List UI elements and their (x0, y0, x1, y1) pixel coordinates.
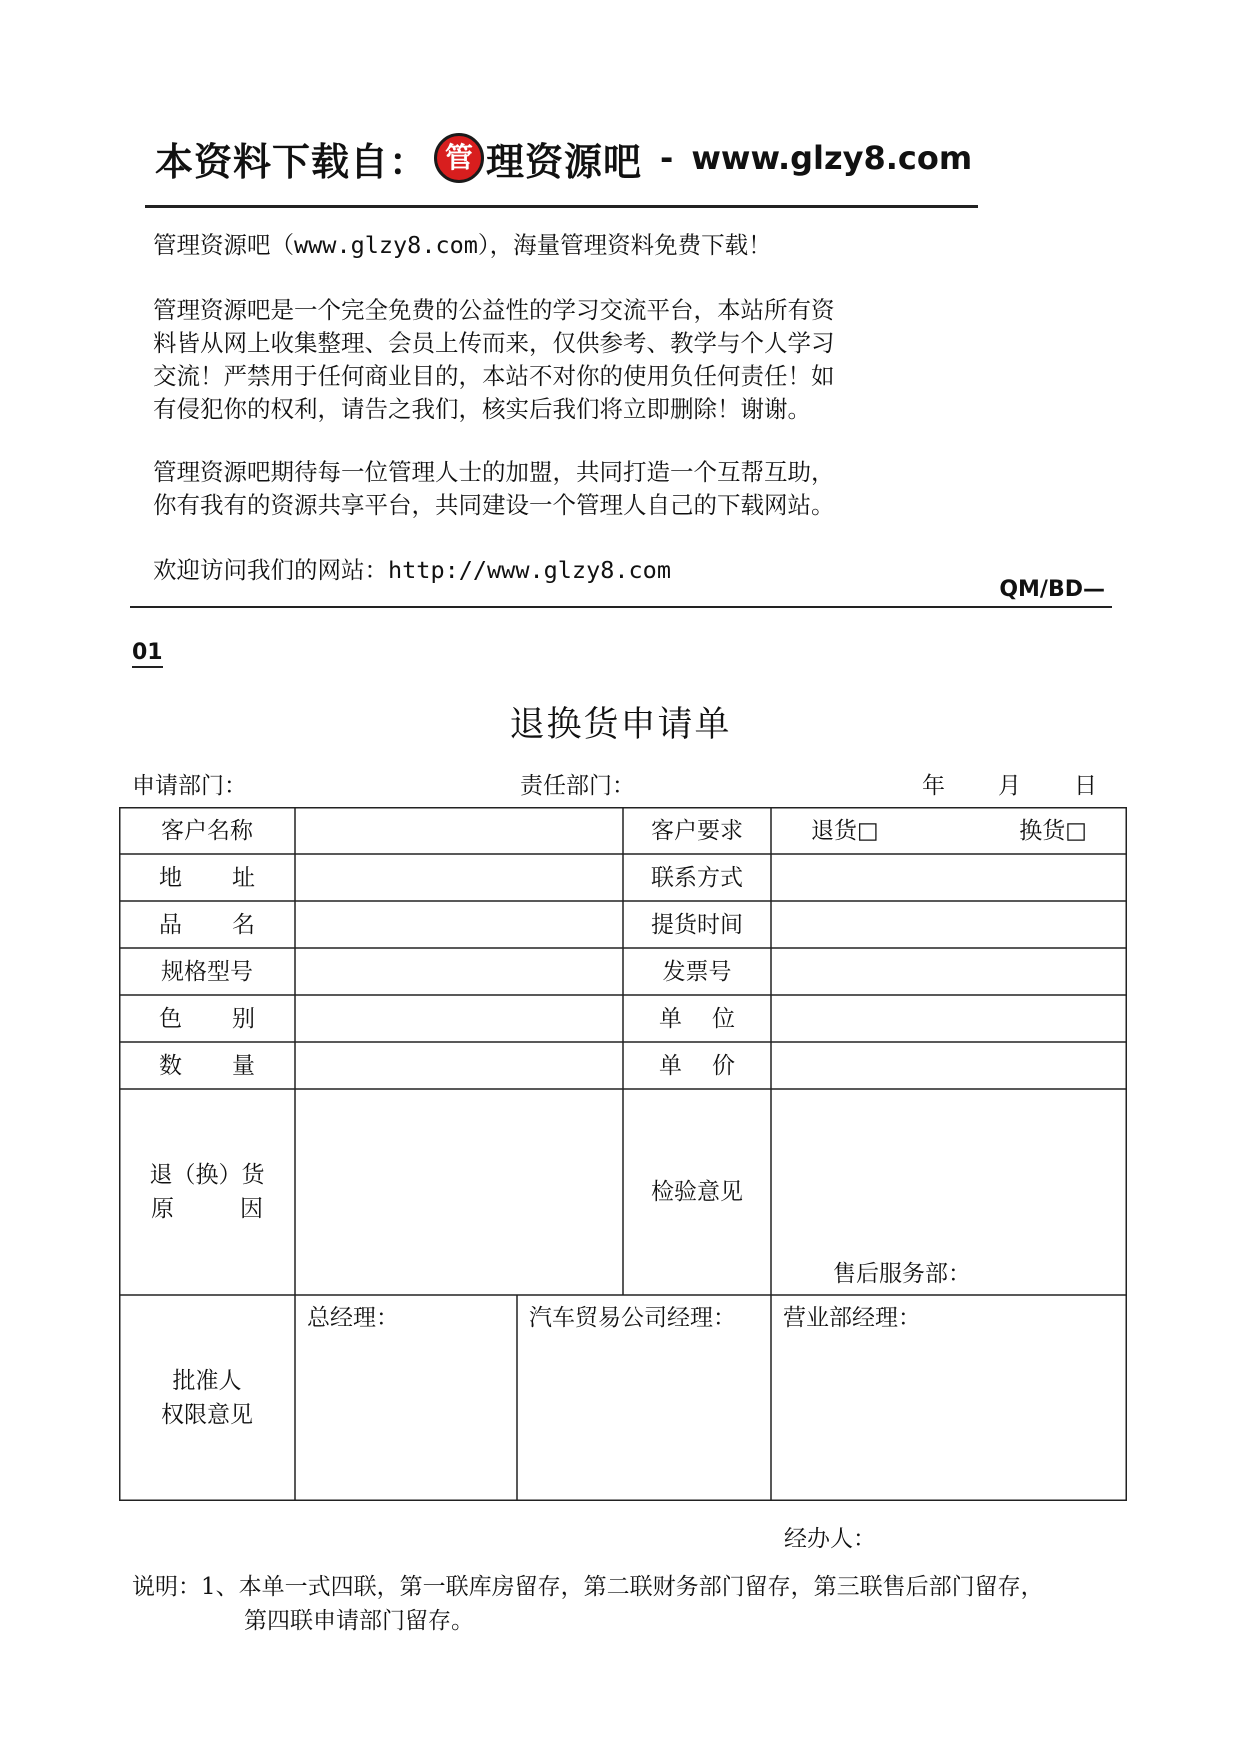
unit-price-field[interactable] (771, 1042, 1127, 1089)
date-year-label: 年 (922, 773, 945, 799)
intro-paragraph-invite (153, 456, 983, 522)
label-pickup-time: 提货时间 (651, 911, 743, 938)
label-invoice-number: 发票号 (662, 958, 732, 985)
sales-manager-field[interactable] (771, 1295, 1127, 1501)
form-title: 退换货申请单 (509, 705, 732, 745)
auto-trade-manager-label: 汽车贸易公司经理： (529, 1305, 736, 1331)
label-color-part: 别 (232, 1005, 255, 1032)
label-product-part: 名 (232, 911, 255, 938)
label-customer-name: 客户名称 (161, 817, 253, 844)
spec-model-field[interactable] (295, 948, 623, 995)
auto-trade-manager-field[interactable] (517, 1295, 771, 1501)
header-divider (130, 606, 1112, 608)
banner-site-url[interactable]: www.glzy8.com (691, 139, 973, 177)
label-approver-line: 批准人 (172, 1368, 242, 1394)
label-reason-part: 原 (151, 1196, 174, 1222)
label-approver-opinion (119, 1295, 295, 1501)
product-name-field[interactable] (295, 901, 623, 948)
label-product-part: 品 (159, 911, 182, 938)
label-quantity-part: 数 (159, 1052, 182, 1079)
label-address-part: 地 (159, 864, 182, 891)
date-month-label: 月 (998, 773, 1021, 799)
label-inspection-opinion: 检验意见 (651, 1179, 743, 1205)
label-reason-line (151, 1192, 263, 1226)
label-quantity (119, 1042, 295, 1089)
handler-label: 经办人： (784, 1526, 876, 1552)
label-return-reason (119, 1089, 295, 1295)
banner-divider (145, 205, 978, 208)
after-sales-label: 售后服务部： (833, 1261, 971, 1287)
banner-site-name: 理资源吧 (486, 139, 643, 184)
general-manager-label: 总经理： (307, 1305, 399, 1331)
customer-request-options (771, 807, 1127, 854)
unit-field[interactable] (771, 995, 1127, 1042)
download-banner (155, 128, 985, 188)
label-spec-model: 规格型号 (161, 958, 253, 985)
apply-dept-label: 申请部门： (132, 773, 247, 799)
intro-line: 管理资源吧（www.glzy8.com），海量管理资料免费下载！ (153, 231, 772, 259)
intro-text-line: 你有我有的资源共享平台，共同建设一个管理人自己的下载网站。 (153, 491, 835, 519)
general-manager-field[interactable] (295, 1295, 517, 1501)
intro-text-line: 管理资源吧是一个完全免费的公益性的学习交流平台，本站所有资 (153, 296, 835, 324)
intro-paragraph-disclaimer (153, 294, 983, 426)
label-approver-line: 权限意见 (161, 1402, 253, 1428)
label-customer-request: 客户要求 (651, 817, 743, 844)
intro-text-line: 管理资源吧期待每一位管理人士的加盟，共同打造一个互帮互助， (153, 458, 835, 486)
address-field[interactable] (295, 854, 623, 901)
return-exchange-form-table (119, 807, 1127, 1501)
return-reason-field[interactable] (295, 1089, 623, 1295)
invoice-number-field[interactable] (771, 948, 1127, 995)
sales-manager-label: 营业部经理： (783, 1305, 921, 1331)
site-logo-icon: 管 (434, 133, 484, 183)
customer-name-field[interactable] (295, 807, 623, 854)
label-unit (623, 995, 771, 1042)
label-color-part: 色 (159, 1005, 182, 1032)
intro-text-line: 交流！严禁用于任何商业目的，本站不对你的使用负任何责任！如 (153, 362, 835, 390)
document-number: 01 (132, 640, 163, 668)
date-day-label: 日 (1074, 773, 1097, 799)
label-price-part: 单 (659, 1052, 682, 1079)
exchange-checkbox[interactable]: 换货□ (1019, 817, 1087, 844)
label-product-name (119, 901, 295, 948)
visit-website-link[interactable]: 欢迎访问我们的网站：http://www.glzy8.com (153, 556, 671, 584)
resp-dept-label: 责任部门： (520, 773, 635, 799)
label-unit-part: 位 (712, 1005, 735, 1032)
inspection-opinion-field[interactable] (771, 1089, 1127, 1295)
pickup-time-field[interactable] (771, 901, 1127, 948)
label-reason-line: 退（换）货 (149, 1162, 265, 1188)
label-contact: 联系方式 (651, 864, 743, 891)
banner-prefix: 本资料下载自： (155, 139, 429, 184)
remarks-line-2: 第四联申请部门留存。 (244, 1608, 474, 1634)
label-quantity-part: 量 (232, 1052, 255, 1079)
quantity-field[interactable] (295, 1042, 623, 1089)
label-unit-price (623, 1042, 771, 1089)
label-unit-part: 单 (659, 1005, 682, 1032)
label-color (119, 995, 295, 1042)
label-price-part: 价 (712, 1052, 735, 1079)
color-field[interactable] (295, 995, 623, 1042)
label-address (119, 854, 295, 901)
label-reason-part: 因 (240, 1196, 263, 1222)
intro-text-line: 有侵犯你的权利，请告之我们，核实后我们将立即删除！谢谢。 (153, 395, 811, 423)
remarks-line-1: 说明：1、本单一式四联，第一联库房留存，第二联财务部门留存，第三联售后部门留存， (132, 1574, 1044, 1600)
contact-field[interactable] (771, 854, 1127, 901)
date-field (922, 767, 1097, 800)
banner-dash: - (660, 139, 674, 177)
label-address-part: 址 (232, 864, 255, 891)
return-checkbox[interactable]: 退货□ (811, 817, 879, 844)
intro-text-line: 料皆从网上收集整理、会员上传而来，仅供参考、教学与个人学习 (153, 329, 835, 357)
document-code: QM/BD— (999, 577, 1105, 602)
